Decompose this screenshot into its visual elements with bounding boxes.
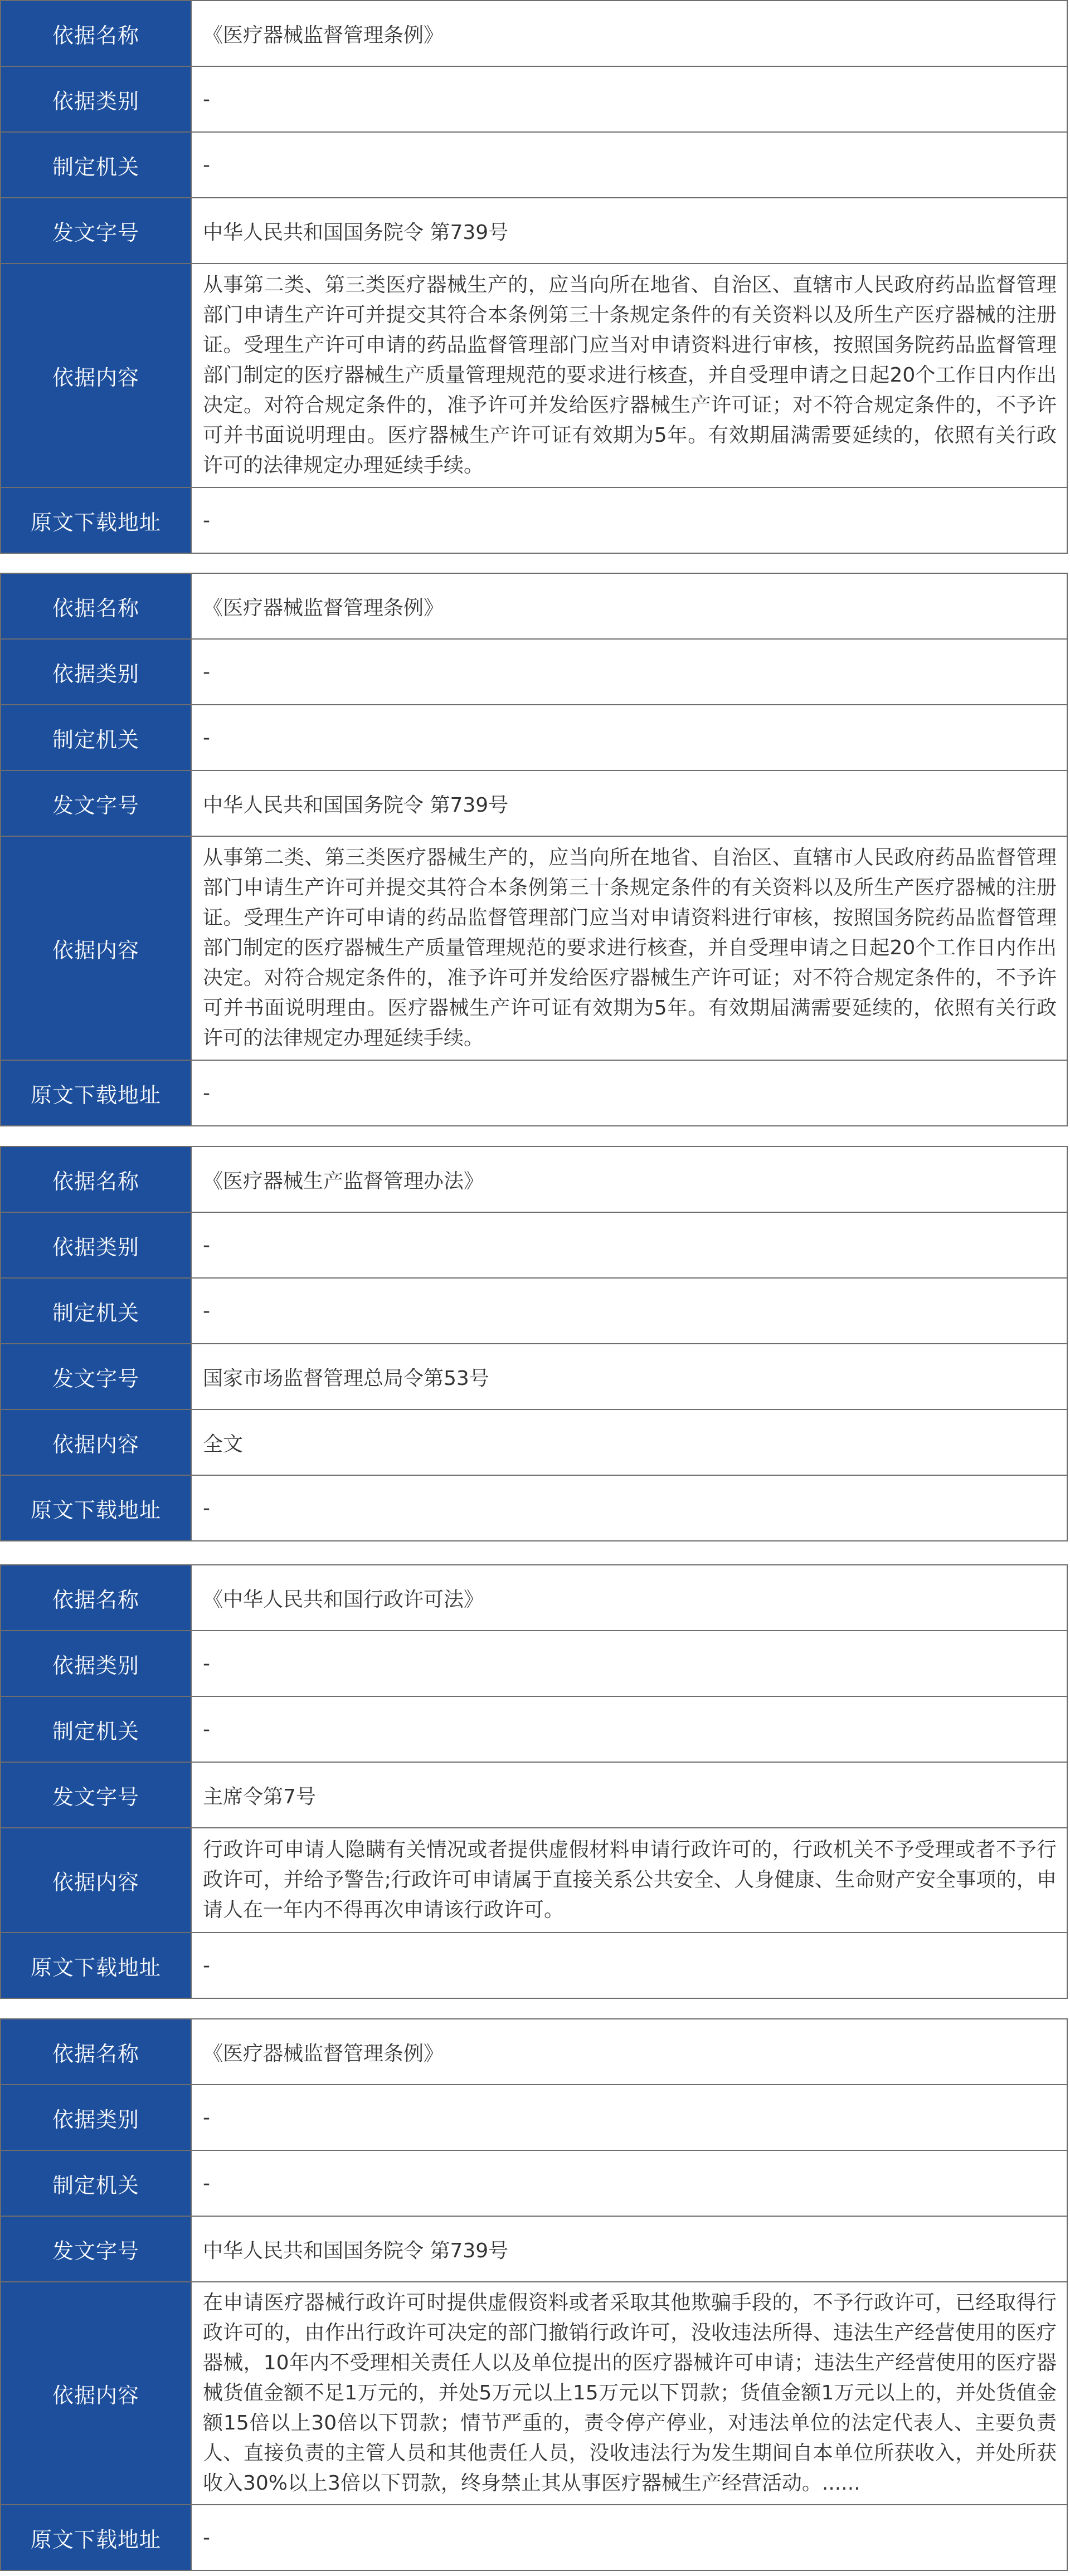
doc-number-value: 主席令第7号	[191, 1762, 1067, 1828]
authority-value: -	[191, 132, 1067, 198]
row-authority	[1, 132, 1067, 198]
basis-name-value: 《医疗器械监督管理条例》	[191, 1, 1067, 66]
basis-category-label: 依据类别	[1, 66, 191, 132]
authority-label: 制定机关	[1, 1278, 191, 1344]
basis-record-2	[0, 573, 1068, 1126]
row-basis-name	[1, 2019, 1067, 2085]
basis-content-label: 依据内容	[1, 836, 191, 1060]
row-doc-number	[1, 1762, 1067, 1828]
basis-content-label: 依据内容	[1, 264, 191, 487]
download-link[interactable]: -	[191, 2505, 1067, 2570]
row-basis-name	[1, 1, 1067, 66]
row-basis-content	[1, 836, 1067, 1060]
row-basis-category	[1, 66, 1067, 132]
doc-number-label: 发文字号	[1, 1344, 191, 1409]
authority-label: 制定机关	[1, 1696, 191, 1762]
download-link[interactable]: -	[191, 487, 1067, 553]
basis-content-value: 全文	[191, 1409, 1067, 1475]
basis-category-label: 依据类别	[1, 2085, 191, 2150]
basis-category-value: -	[191, 639, 1067, 705]
basis-name-value: 《中华人民共和国行政许可法》	[191, 1565, 1067, 1631]
basis-name-label: 依据名称	[1, 1, 191, 66]
download-label: 原文下载地址	[1, 2505, 191, 2570]
basis-category-label: 依据类别	[1, 639, 191, 705]
basis-content-label: 依据内容	[1, 1409, 191, 1475]
basis-content-value: 在申请医疗器械行政许可时提供虚假资料或者采取其他欺骗手段的，不予行政许可，已经取得行政许可的，由作出行政许可决定的部门撤销行政许可，没收违法所得、违法生产经营使用的医疗器械，10年内不受理相关责任人以及单位提出的医疗器械许可申请；违法生产经营使用的医疗器械货值金额不足1万元的，并处5万元以上15万元以下罚款；货值金额1万元以上的，并处货值金额15倍以上30倍以下罚款；情节严重的，责令停产停业，对违法单位的法定代表人、主要负责人、直接负责的主管人员和其他责任人员，没收违法行为发生期间自本单位所获收入，并处所获收入30%以上3倍以下罚款，终身禁止其从事医疗器械生产经营活动。......	[191, 2282, 1067, 2505]
basis-name-label: 依据名称	[1, 1146, 191, 1212]
authority-label: 制定机关	[1, 132, 191, 198]
download-link[interactable]: -	[191, 1475, 1067, 1541]
basis-name-label: 依据名称	[1, 573, 191, 639]
download-label: 原文下载地址	[1, 1060, 191, 1126]
basis-category-value: -	[191, 1631, 1067, 1696]
doc-number-value: 中华人民共和国国务院令 第739号	[191, 770, 1067, 836]
basis-record-4	[0, 1564, 1068, 1999]
authority-value: -	[191, 705, 1067, 770]
row-download	[1, 1060, 1067, 1126]
doc-number-label: 发文字号	[1, 2216, 191, 2282]
download-label: 原文下载地址	[1, 1475, 191, 1541]
authority-label: 制定机关	[1, 705, 191, 770]
basis-name-label: 依据名称	[1, 1565, 191, 1631]
doc-number-label: 发文字号	[1, 1762, 191, 1828]
row-authority	[1, 705, 1067, 770]
basis-name-value: 《医疗器械监督管理条例》	[191, 2019, 1067, 2085]
authority-value: -	[191, 1278, 1067, 1344]
row-basis-content	[1, 2282, 1067, 2505]
basis-category-value: -	[191, 1212, 1067, 1278]
authority-value: -	[191, 1696, 1067, 1762]
basis-content-label: 依据内容	[1, 2282, 191, 2505]
authority-label: 制定机关	[1, 2150, 191, 2216]
row-basis-name	[1, 1146, 1067, 1212]
row-download	[1, 1933, 1067, 1998]
row-basis-category	[1, 1212, 1067, 1278]
download-label: 原文下载地址	[1, 487, 191, 553]
row-authority	[1, 1278, 1067, 1344]
download-link[interactable]: -	[191, 1060, 1067, 1126]
basis-content-label: 依据内容	[1, 1828, 191, 1933]
basis-category-label: 依据类别	[1, 1631, 191, 1696]
row-basis-category	[1, 1631, 1067, 1696]
basis-record-1	[0, 0, 1068, 554]
row-doc-number	[1, 1344, 1067, 1409]
basis-name-value: 《医疗器械监督管理条例》	[191, 573, 1067, 639]
row-authority	[1, 2150, 1067, 2216]
row-basis-category	[1, 639, 1067, 705]
row-doc-number	[1, 198, 1067, 264]
basis-content-value: 行政许可申请人隐瞒有关情况或者提供虚假材料申请行政许可的，行政机关不予受理或者不予行政许可，并给予警告;行政许可申请属于直接关系公共安全、人身健康、生命财产安全事项的，申请人在一年内不得再次申请该行政许可。	[191, 1828, 1067, 1933]
row-basis-name	[1, 1565, 1067, 1631]
basis-name-label: 依据名称	[1, 2019, 191, 2085]
basis-content-value: 从事第二类、第三类医疗器械生产的，应当向所在地省、自治区、直辖市人民政府药品监督管理部门申请生产许可并提交其符合本条例第三十条规定条件的有关资料以及所生产医疗器械的注册证。受理生产许可申请的药品监督管理部门应当对申请资料进行审核，按照国务院药品监督管理部门制定的医疗器械生产质量管理规范的要求进行核查，并自受理申请之日起20个工作日内作出决定。对符合规定条件的，准予许可并发给医疗器械生产许可证；对不符合规定条件的，不予许可并书面说明理由。医疗器械生产许可证有效期为5年。有效期届满需要延续的，依照有关行政许可的法律规定办理延续手续。	[191, 264, 1067, 487]
basis-name-value: 《医疗器械生产监督管理办法》	[191, 1146, 1067, 1212]
row-basis-category	[1, 2085, 1067, 2150]
basis-record-5	[0, 2018, 1068, 2571]
row-basis-content	[1, 264, 1067, 487]
row-basis-content	[1, 1828, 1067, 1933]
authority-value: -	[191, 2150, 1067, 2216]
row-basis-content	[1, 1409, 1067, 1475]
doc-number-value: 中华人民共和国国务院令 第739号	[191, 198, 1067, 264]
basis-category-value: -	[191, 66, 1067, 132]
row-authority	[1, 1696, 1067, 1762]
download-label: 原文下载地址	[1, 1933, 191, 1998]
doc-number-label: 发文字号	[1, 198, 191, 264]
basis-content-value: 从事第二类、第三类医疗器械生产的，应当向所在地省、自治区、直辖市人民政府药品监督管理部门申请生产许可并提交其符合本条例第三十条规定条件的有关资料以及所生产医疗器械的注册证。受理生产许可申请的药品监督管理部门应当对申请资料进行审核，按照国务院药品监督管理部门制定的医疗器械生产质量管理规范的要求进行核查，并自受理申请之日起20个工作日内作出决定。对符合规定条件的，准予许可并发给医疗器械生产许可证；对不符合规定条件的，不予许可并书面说明理由。医疗器械生产许可证有效期为5年。有效期届满需要延续的，依照有关行政许可的法律规定办理延续手续。	[191, 836, 1067, 1060]
row-doc-number	[1, 2216, 1067, 2282]
row-download	[1, 1475, 1067, 1541]
row-download	[1, 487, 1067, 553]
doc-number-value: 国家市场监督管理总局令第53号	[191, 1344, 1067, 1409]
basis-category-label: 依据类别	[1, 1212, 191, 1278]
row-basis-name	[1, 573, 1067, 639]
basis-category-value: -	[191, 2085, 1067, 2150]
row-download	[1, 2505, 1067, 2570]
download-link[interactable]: -	[191, 1933, 1067, 1998]
doc-number-value: 中华人民共和国国务院令 第739号	[191, 2216, 1067, 2282]
basis-record-3	[0, 1146, 1068, 1541]
doc-number-label: 发文字号	[1, 770, 191, 836]
row-doc-number	[1, 770, 1067, 836]
